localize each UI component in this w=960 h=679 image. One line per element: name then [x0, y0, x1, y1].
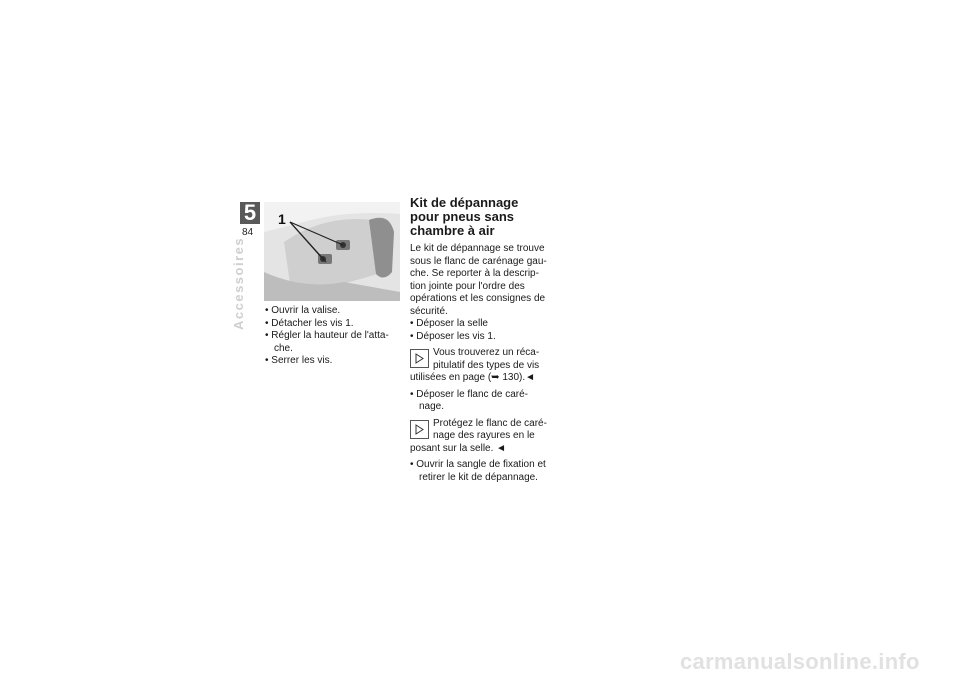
- steps-b: [410, 389, 550, 414]
- list-item: • Déposer le flanc de caré- nage.: [410, 388, 529, 412]
- note-text: Protégez le flanc de caré- nage des rayures en le posant sur la selle. ◄: [410, 417, 547, 454]
- left-steps: [265, 305, 397, 368]
- page-number: 84: [242, 227, 254, 238]
- chapter-number: 5: [240, 202, 260, 224]
- section-heading: Kit de dépannage pour pneus sans chambre à air: [410, 195, 519, 238]
- list-item: • Serrer les vis.: [265, 355, 333, 366]
- triangle-note-icon: [410, 349, 429, 368]
- triangle-note-icon: [410, 420, 429, 439]
- figure-callout: 1: [278, 211, 286, 227]
- intro-paragraph: Le kit de dépannage se trouve sous le flanc de carénage gau- che. Se reporter à la descrip- tion jointe pour l'ordre des opérations et les consignes de sécurité.: [410, 243, 547, 317]
- list-item: • Ouvrir la sangle de fixation et retirer le kit de dépannage.: [410, 459, 546, 483]
- list-item: • Ouvrir la valise.: [265, 305, 341, 316]
- list-item: • Déposer la selle: [410, 318, 488, 329]
- list-item: • Détacher les vis 1.: [265, 317, 354, 329]
- list-item: • Régler la hauteur de l'atta- che.: [265, 330, 389, 354]
- note-text: Vous trouverez un réca- pitulatif des types de vis utilisées en page (➥ 130).◄: [410, 347, 540, 383]
- note-block: [410, 347, 550, 385]
- list-item: • Déposer les vis 1.: [410, 330, 496, 342]
- section-label: Accessoires: [231, 236, 246, 330]
- steps-c: [410, 459, 550, 484]
- watermark: carmanualsonline.info: [680, 649, 920, 674]
- right-column: [410, 196, 550, 484]
- steps-a: [410, 318, 550, 343]
- note-block: [410, 418, 550, 456]
